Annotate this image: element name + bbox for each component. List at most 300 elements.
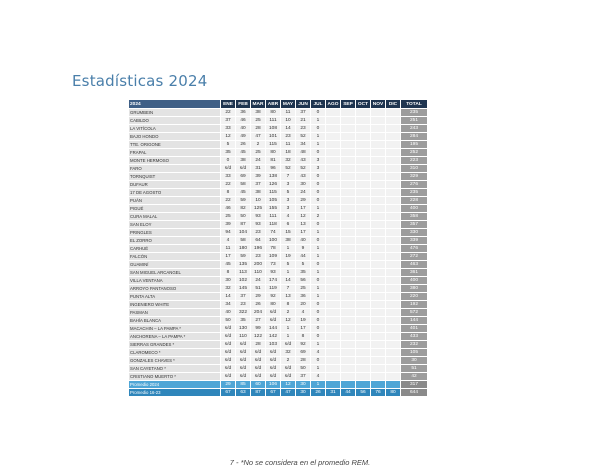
month-cell: 11: [221, 245, 235, 252]
month-cell: [326, 125, 340, 132]
month-cell: 46: [236, 117, 250, 124]
month-cell: [371, 301, 385, 308]
month-cell: [371, 381, 385, 388]
month-cell: 113: [236, 269, 250, 276]
header-month: MAY: [282, 101, 294, 107]
month-cell: 50: [221, 317, 235, 324]
month-cell: [341, 109, 355, 116]
month-cell: [356, 357, 370, 364]
month-cell: 25: [251, 117, 265, 124]
month-cell: 196: [251, 245, 265, 252]
month-cell: [386, 285, 400, 292]
row-label: 17 DE AGOSTO: [129, 189, 220, 196]
month-cell: 1: [281, 333, 295, 340]
month-cell: [386, 357, 400, 364]
table-row: [129, 229, 427, 236]
month-cell: s/d: [281, 365, 295, 372]
row-label: TORNQUIST: [129, 173, 220, 180]
month-cell: [326, 357, 340, 364]
month-cell: [341, 213, 355, 220]
month-cell: 10: [251, 197, 265, 204]
month-cell: 82: [236, 205, 250, 212]
month-cell: [341, 373, 355, 380]
month-cell: [341, 309, 355, 316]
month-cell: [341, 285, 355, 292]
month-cell: [341, 157, 355, 164]
month-cell: 1: [311, 245, 325, 252]
month-cell: [341, 349, 355, 356]
month-cell: [386, 149, 400, 156]
table-row: [129, 181, 427, 188]
month-cell: [356, 133, 370, 140]
month-cell: 94: [221, 229, 235, 236]
month-cell: 14: [221, 293, 235, 300]
row-label: SAN MIGUEL ARCANGEL: [129, 269, 220, 276]
row-label: FALCÓN: [129, 253, 220, 260]
total-cell: 232: [401, 341, 427, 348]
month-cell: 0: [311, 277, 325, 284]
month-cell: [326, 229, 340, 236]
month-cell: [341, 149, 355, 156]
month-cell: [371, 109, 385, 116]
month-cell: [341, 317, 355, 324]
month-cell: 87: [251, 389, 265, 396]
month-cell: [341, 253, 355, 260]
month-cell: [356, 381, 370, 388]
row-label: SAN ELOY: [129, 221, 220, 228]
month-cell: [386, 277, 400, 284]
month-cell: 23: [251, 253, 265, 260]
month-cell: 32: [221, 285, 235, 292]
month-cell: [371, 221, 385, 228]
month-cell: s/d: [251, 349, 265, 356]
month-cell: 1: [311, 117, 325, 124]
month-cell: [341, 357, 355, 364]
month-cell: [386, 381, 400, 388]
month-cell: s/d: [221, 365, 235, 372]
month-cell: 0: [311, 309, 325, 316]
row-label: Promedio 2024: [129, 381, 220, 388]
month-cell: [326, 285, 340, 292]
row-label: CURA MALAL: [129, 213, 220, 220]
month-cell: [326, 109, 340, 116]
total-cell: 195: [401, 141, 427, 148]
month-cell: 93: [266, 269, 280, 276]
total-cell: 357: [401, 221, 427, 228]
month-cell: 126: [266, 181, 280, 188]
month-cell: s/d: [221, 349, 235, 356]
month-cell: 37: [221, 117, 235, 124]
month-cell: 25: [221, 213, 235, 220]
month-cell: [326, 325, 340, 332]
month-cell: 39: [251, 173, 265, 180]
month-cell: [326, 277, 340, 284]
month-cell: [371, 117, 385, 124]
month-cell: 5: [281, 261, 295, 268]
month-cell: 76: [371, 389, 385, 396]
month-cell: [341, 141, 355, 148]
month-cell: 122: [251, 333, 265, 340]
month-cell: 22: [221, 197, 235, 204]
month-cell: 25: [251, 149, 265, 156]
month-cell: 17: [296, 325, 310, 332]
month-cell: [326, 165, 340, 172]
total-cell: 644: [401, 389, 427, 396]
month-cell: 21: [296, 117, 310, 124]
month-cell: [326, 141, 340, 148]
month-cell: 18: [281, 149, 295, 156]
month-cell: 2: [311, 213, 325, 220]
month-cell: [371, 229, 385, 236]
month-cell: 73: [266, 261, 280, 268]
header-month: AGO: [327, 101, 339, 107]
month-cell: s/d: [266, 357, 280, 364]
month-cell: 59: [236, 197, 250, 204]
month-cell: 0: [311, 237, 325, 244]
month-cell: 30: [296, 381, 310, 388]
month-cell: 52: [296, 133, 310, 140]
month-cell: [356, 277, 370, 284]
month-cell: 25: [296, 285, 310, 292]
month-cell: s/d: [236, 165, 250, 172]
month-cell: s/d: [236, 341, 250, 348]
month-cell: [356, 269, 370, 276]
month-cell: [341, 301, 355, 308]
row-label: MONTE HERMOSO: [129, 157, 220, 164]
month-cell: 12: [281, 317, 295, 324]
month-cell: [386, 341, 400, 348]
table-row: [129, 309, 427, 316]
month-cell: [326, 197, 340, 204]
month-cell: 99: [251, 325, 265, 332]
month-cell: 23: [236, 301, 250, 308]
row-label: BAHÍA BLANCA: [129, 317, 220, 324]
month-cell: 0: [311, 221, 325, 228]
month-cell: s/d: [266, 317, 280, 324]
month-cell: 5: [281, 189, 295, 196]
month-cell: 64: [251, 237, 265, 244]
month-cell: 37: [236, 293, 250, 300]
month-cell: [341, 277, 355, 284]
table-row: [129, 221, 427, 228]
month-cell: [371, 357, 385, 364]
month-cell: [356, 349, 370, 356]
month-cell: [341, 381, 355, 388]
header-month: DIC: [386, 100, 400, 108]
month-cell: [371, 317, 385, 324]
month-cell: [371, 181, 385, 188]
figure-caption: 7 - *No se considera en el promedio REM.: [229, 458, 371, 467]
month-cell: 93: [251, 221, 265, 228]
month-cell: s/d: [221, 325, 235, 332]
month-cell: 0: [311, 301, 325, 308]
month-cell: 52: [296, 165, 310, 172]
month-cell: s/d: [236, 357, 250, 364]
month-cell: [356, 109, 370, 116]
month-cell: [326, 253, 340, 260]
month-cell: 1: [311, 285, 325, 292]
row-label: BAJO HONDO: [129, 133, 220, 140]
table-row: [129, 277, 427, 284]
month-cell: 15: [281, 229, 295, 236]
table-row: [129, 197, 427, 204]
month-cell: [386, 365, 400, 372]
month-cell: [386, 269, 400, 276]
month-cell: 1: [311, 341, 325, 348]
month-cell: 56: [296, 277, 310, 284]
row-label: CARHUÉ: [129, 245, 220, 252]
month-cell: s/d: [221, 357, 235, 364]
table-row: [129, 189, 427, 196]
month-cell: 28: [251, 341, 265, 348]
month-cell: [326, 157, 340, 164]
month-cell: 56: [356, 389, 370, 396]
month-cell: 11: [281, 109, 295, 116]
month-cell: 115: [266, 141, 280, 148]
table-row: [129, 269, 427, 276]
month-cell: 45: [236, 189, 250, 196]
month-cell: [386, 349, 400, 356]
month-cell: 1: [281, 245, 295, 252]
row-label: FARO: [129, 165, 220, 172]
month-cell: [386, 133, 400, 140]
month-cell: 110: [251, 269, 265, 276]
month-cell: [371, 157, 385, 164]
month-cell: 1: [311, 229, 325, 236]
month-cell: 78: [266, 245, 280, 252]
month-cell: [371, 261, 385, 268]
month-cell: s/d: [266, 365, 280, 372]
month-cell: [386, 261, 400, 268]
month-cell: [326, 205, 340, 212]
month-cell: [326, 261, 340, 268]
row-label: CLAROMECO *: [129, 349, 220, 356]
month-cell: [386, 125, 400, 132]
row-label: ARROYO PANTANOSO: [129, 285, 220, 292]
month-cell: 50: [236, 213, 250, 220]
total-cell: 228: [401, 197, 427, 204]
month-cell: 33: [221, 125, 235, 132]
month-cell: 3: [311, 157, 325, 164]
month-cell: 204: [251, 309, 265, 316]
month-cell: 80: [386, 389, 400, 396]
month-cell: 37: [296, 109, 310, 116]
header-month: JUN: [296, 100, 310, 108]
month-cell: 35: [296, 269, 310, 276]
month-cell: 1: [311, 141, 325, 148]
total-cell: 361: [401, 269, 427, 276]
month-cell: 7: [281, 173, 295, 180]
month-cell: s/d: [236, 349, 250, 356]
month-cell: 33: [221, 173, 235, 180]
month-cell: [356, 309, 370, 316]
total-cell: 339: [401, 237, 427, 244]
month-cell: 12: [221, 133, 235, 140]
month-cell: 47: [281, 389, 295, 396]
month-cell: [371, 237, 385, 244]
month-cell: 43: [296, 157, 310, 164]
month-cell: [386, 245, 400, 252]
month-cell: [371, 125, 385, 132]
table-row: [129, 293, 427, 300]
total-cell: 433: [401, 333, 427, 340]
month-cell: 46: [221, 205, 235, 212]
row-label: INGENIERO WHITE: [129, 301, 220, 308]
month-cell: 38: [236, 157, 250, 164]
month-cell: 60: [251, 381, 265, 388]
total-cell: 276: [401, 181, 427, 188]
row-label: GRUMBEIN: [129, 109, 220, 116]
month-cell: 39: [221, 221, 235, 228]
table-row: [129, 141, 427, 148]
table-row: [129, 253, 427, 260]
total-cell: 401: [401, 325, 427, 332]
table-row: [129, 133, 427, 140]
month-cell: s/d: [281, 341, 295, 348]
row-label: PASMAN: [129, 309, 220, 316]
month-cell: [326, 181, 340, 188]
summary-row: [129, 389, 427, 396]
header-month: SEP: [341, 100, 355, 108]
month-cell: 32: [281, 349, 295, 356]
month-cell: 4: [311, 349, 325, 356]
month-cell: [386, 109, 400, 116]
row-label: DUFAUR: [129, 181, 220, 188]
month-cell: [356, 149, 370, 156]
month-cell: 29: [296, 197, 310, 204]
month-cell: [356, 365, 370, 372]
month-cell: s/d: [266, 349, 280, 356]
row-label: VILLA VENTANA: [129, 277, 220, 284]
month-cell: 92: [296, 341, 310, 348]
month-cell: 0: [311, 317, 325, 324]
month-cell: [356, 213, 370, 220]
month-cell: 27: [251, 317, 265, 324]
header-total: TOTAL: [401, 100, 427, 108]
month-cell: 40: [296, 237, 310, 244]
month-cell: [341, 269, 355, 276]
month-cell: 87: [236, 221, 250, 228]
month-cell: 35: [236, 317, 250, 324]
month-cell: 30: [221, 277, 235, 284]
table-row: [129, 349, 427, 356]
month-cell: 51: [251, 285, 265, 292]
month-cell: 93: [251, 213, 265, 220]
month-cell: 29: [221, 381, 235, 388]
month-cell: 101: [266, 133, 280, 140]
month-cell: 7: [281, 285, 295, 292]
month-cell: [386, 197, 400, 204]
month-cell: 118: [266, 221, 280, 228]
month-cell: 0: [311, 125, 325, 132]
month-cell: 100: [266, 237, 280, 244]
month-cell: 6: [281, 221, 295, 228]
month-cell: [356, 181, 370, 188]
table-row: [129, 125, 427, 132]
month-cell: 17: [221, 253, 235, 260]
month-cell: [386, 221, 400, 228]
table-row: [129, 149, 427, 156]
month-cell: [386, 189, 400, 196]
month-cell: 3: [281, 181, 295, 188]
row-label: PIGUÉ: [129, 205, 220, 212]
month-cell: [356, 165, 370, 172]
row-label: TTE. ORIGONE: [129, 141, 220, 148]
month-cell: [371, 149, 385, 156]
month-cell: [386, 205, 400, 212]
month-cell: 14: [281, 277, 295, 284]
month-cell: 59: [236, 253, 250, 260]
month-cell: 2: [251, 141, 265, 148]
month-cell: 8: [221, 269, 235, 276]
month-cell: 24: [296, 189, 310, 196]
month-cell: s/d: [251, 373, 265, 380]
month-cell: 0: [311, 261, 325, 268]
month-cell: 36: [296, 293, 310, 300]
month-cell: [341, 365, 355, 372]
month-cell: 0: [311, 173, 325, 180]
month-cell: [341, 133, 355, 140]
row-label: CABILDO: [129, 117, 220, 124]
month-cell: [341, 245, 355, 252]
total-cell: 380: [401, 285, 427, 292]
month-cell: [371, 133, 385, 140]
month-cell: 38: [251, 109, 265, 116]
month-cell: s/d: [251, 365, 265, 372]
month-cell: 28: [296, 357, 310, 364]
month-cell: [371, 277, 385, 284]
month-cell: 1: [311, 269, 325, 276]
month-cell: 1: [281, 269, 295, 276]
month-cell: 32: [281, 157, 295, 164]
month-cell: [371, 341, 385, 348]
month-cell: [356, 221, 370, 228]
month-cell: [341, 173, 355, 180]
month-cell: [371, 165, 385, 172]
month-cell: 37: [251, 181, 265, 188]
month-cell: [371, 205, 385, 212]
month-cell: 92: [266, 293, 280, 300]
month-cell: 5: [221, 141, 235, 148]
month-cell: [356, 285, 370, 292]
month-cell: [356, 333, 370, 340]
table-row: [129, 333, 427, 340]
month-cell: 110: [236, 333, 250, 340]
month-cell: 4: [221, 237, 235, 244]
total-cell: 317: [401, 381, 427, 388]
month-cell: [341, 261, 355, 268]
month-cell: 34: [221, 301, 235, 308]
month-cell: 0: [311, 325, 325, 332]
month-cell: 1: [311, 381, 325, 388]
month-cell: [356, 317, 370, 324]
month-cell: s/d: [221, 333, 235, 340]
month-cell: 5: [296, 261, 310, 268]
month-cell: 19: [281, 253, 295, 260]
month-cell: [371, 173, 385, 180]
header-month: MAR: [252, 101, 264, 107]
month-cell: [371, 293, 385, 300]
header-month: OCT: [357, 101, 369, 107]
month-cell: 12: [281, 381, 295, 388]
month-cell: 13: [296, 221, 310, 228]
month-cell: [326, 221, 340, 228]
total-cell: 235: [401, 189, 427, 196]
month-cell: 13: [281, 293, 295, 300]
month-cell: [341, 341, 355, 348]
month-cell: [326, 173, 340, 180]
month-cell: [356, 373, 370, 380]
